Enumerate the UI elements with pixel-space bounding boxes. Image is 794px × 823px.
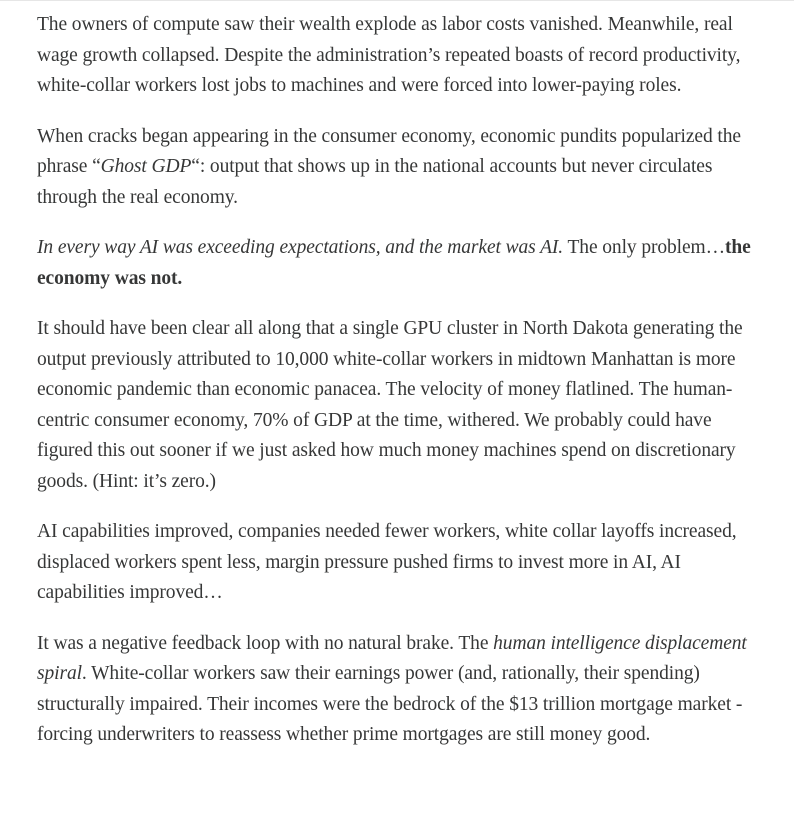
displacement-spiral-term: human intelligence displacement spiral [37, 632, 747, 684]
paragraph-gpu-cluster [37, 314, 767, 497]
paragraph-market-was-ai [37, 233, 767, 294]
paragraph-text: The owners of compute saw their wealth explode as labor costs vanished. Meanwhile, real wage growth collapsed. Despite the administration’s repeated boasts of record productivity, white-collar workers lost jobs to machines and were forced into lower-paying roles. [37, 14, 741, 96]
ghost-gdp-term: Ghost GDP [100, 156, 192, 177]
paragraph-ghost-gdp [37, 122, 767, 214]
paragraph-text: The only problem… [563, 237, 726, 258]
article-body [37, 10, 767, 771]
paragraph-text: It should have been clear all along that a single GPU cluster in North Dakota generating the output previously attributed to 10,000 white-collar workers in midtown Manhattan is more economic pandemic than economic panacea. The velocity of money flatlined. The human-centric consumer economy, 70% of GDP at the time, withered. We probably could have figured this out sooner if we just asked how much money machines spend on discretionary goods. (Hint: it’s zero.) [37, 318, 743, 492]
paragraph-text: It was a negative feedback loop with no natural brake. The [37, 632, 494, 654]
paragraph-text: When cracks began appearing in the consumer economy, economic pundits popularized the phrase “ [37, 125, 741, 177]
top-divider [0, 0, 794, 1]
paragraph-displacement-spiral [37, 629, 767, 751]
paragraph-feedback-chain [37, 517, 767, 609]
italic-statement: In every way AI was exceeding expectations, and the market was AI. [37, 237, 564, 258]
bold-statement: the economy was not. [37, 237, 751, 289]
paragraph-text: “: output that shows up in the national accounts but never circulates through the real economy. [37, 156, 713, 208]
paragraph-compute-owners [37, 10, 767, 102]
paragraph-text: AI capabilities improved, companies needed fewer workers, white collar layoffs increased, displaced workers spent less, margin pressure pushed firms to invest more in AI, AI capabilities improved… [37, 521, 737, 603]
paragraph-text: . White-collar workers saw their earnings power (and, rationally, their spending) structurally impaired. Their incomes were the bedrock of the $13 trillion mortgage market - forcing underwriters to reassess whether prime mortgages are still money good. [37, 663, 743, 745]
